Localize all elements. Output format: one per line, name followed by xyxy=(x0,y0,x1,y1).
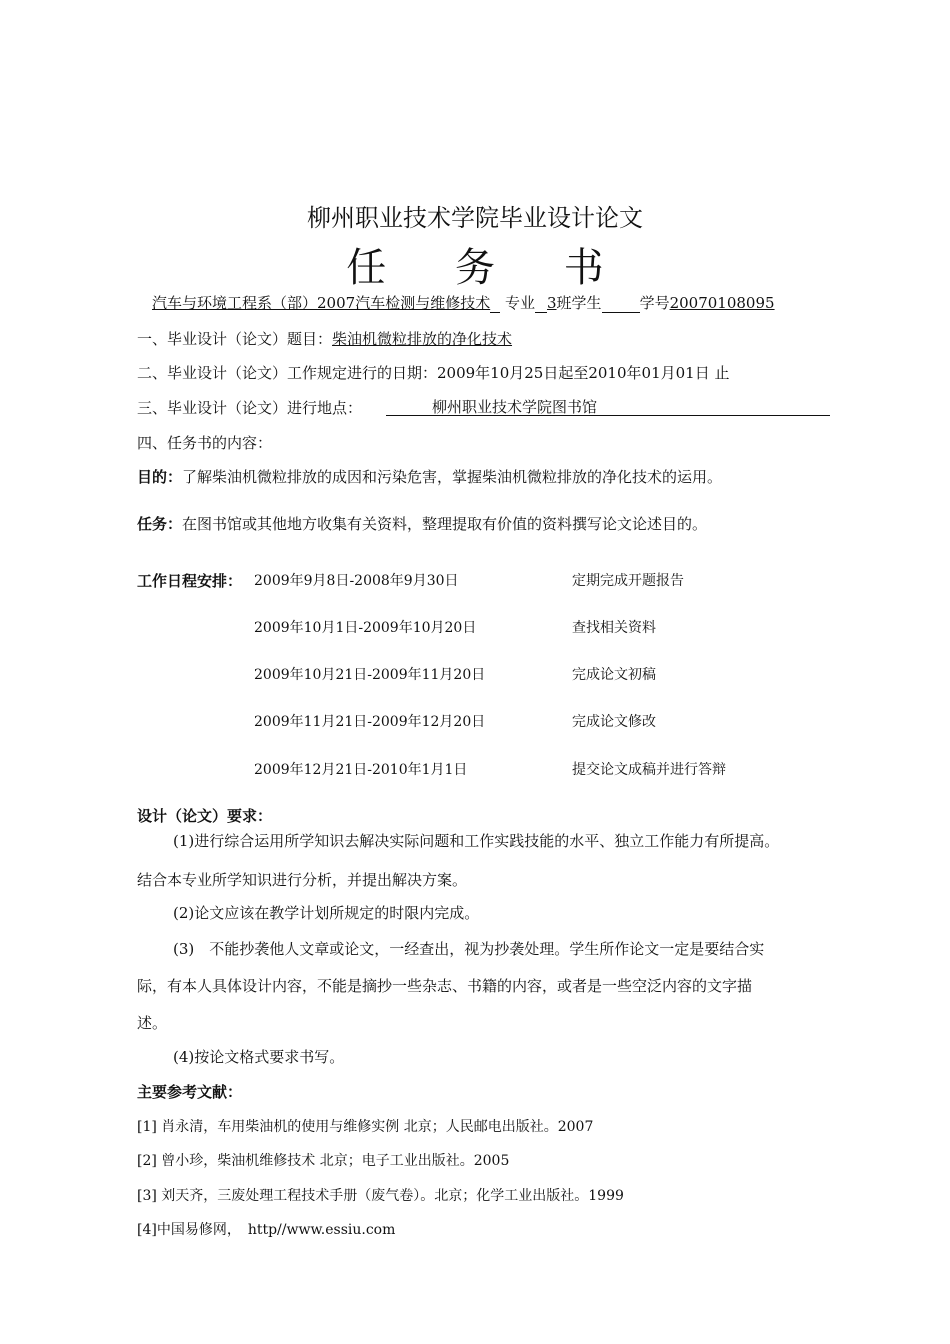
reference-item: [1] 肖永清，车用柴油机的使用与维修实例 北京；人民邮电出版社。2007 xyxy=(137,1119,594,1135)
requirement-item: 述。 xyxy=(137,1014,168,1032)
info-line xyxy=(152,292,775,313)
dates-line: 二、毕业设计（论文）工作规定进行的日期：2009年10月25日起至2010年01月01日 止 xyxy=(137,364,730,382)
major-field: 2007汽车检测与维修技术 xyxy=(317,294,491,312)
schedule-period: 2009年10月21日-2009年11月20日 xyxy=(254,667,486,683)
schedule-period: 2009年12月21日-2010年1月1日 xyxy=(254,762,468,778)
schedule-period: 2009年11月21日-2009年12月20日 xyxy=(254,714,486,730)
student-id-label: 学号 xyxy=(639,294,670,312)
place-value: 柳州职业技术学院图书馆 xyxy=(432,398,598,416)
major-label: 专业 xyxy=(504,294,535,312)
task-line xyxy=(137,513,707,534)
topic-label: 一、毕业设计（论文）题目： xyxy=(137,330,333,348)
blank xyxy=(602,311,640,313)
topic-line xyxy=(137,328,512,349)
requirement-item: (2)论文应该在教学计划所规定的时限内完成。 xyxy=(173,904,480,922)
requirement-item: (3) 不能抄袭他人文章或论文，一经查出，视为抄袭处理。学生所作论文一定是要结合实 xyxy=(173,940,765,958)
reference-item: [4]中国易修网， http//www.essiu.com xyxy=(137,1222,396,1238)
student-id-field: 20070108095 xyxy=(669,294,775,312)
document-subtitle: 任 务 书 xyxy=(346,245,632,291)
topic-value: 柴油机微粒排放的净化技术 xyxy=(332,330,513,348)
schedule-period: 2009年10月1日-2009年10月20日 xyxy=(254,620,477,636)
task-text: 在图书馆或其他地方收集有关资料，整理提取有价值的资料撰写论文论述目的。 xyxy=(182,515,708,533)
place-label: 三、毕业设计（论文）进行地点： xyxy=(137,399,363,417)
schedule-task: 完成论文修改 xyxy=(572,714,656,730)
schedule-task: 提交论文成稿并进行答辩 xyxy=(572,762,726,778)
schedule-label: 工作日程安排： xyxy=(137,572,243,590)
blank xyxy=(535,311,547,313)
class-no-field: 3 xyxy=(547,294,557,312)
place-field xyxy=(386,396,830,416)
blank xyxy=(490,311,500,313)
references-label: 主要参考文献： xyxy=(137,1083,243,1101)
reference-item: [3] 刘天齐，三废处理工程技术手册（废气卷）。北京；化学工业出版社。1999 xyxy=(137,1188,624,1204)
purpose-label: 目的： xyxy=(137,468,183,486)
class-student-label: 班学生 xyxy=(556,294,602,312)
requirement-item: 结合本专业所学知识进行分析，并提出解决方案。 xyxy=(137,871,468,889)
schedule-task: 完成论文初稿 xyxy=(572,667,656,683)
content-label: 四、任务书的内容： xyxy=(137,434,273,452)
dept-field: 汽车与环境工程系（部） xyxy=(152,294,318,312)
requirement-item: (4)按论文格式要求书写。 xyxy=(173,1048,345,1066)
schedule-period: 2009年9月8日-2008年9月30日 xyxy=(254,573,459,589)
requirements-label: 设计（论文）要求： xyxy=(137,807,273,825)
task-label: 任务： xyxy=(137,515,183,533)
requirement-item: 际，有本人具体设计内容，不能是摘抄一些杂志、书籍的内容，或者是一些空泛内容的文字描 xyxy=(137,977,753,995)
reference-item: [2] 曾小珍，柴油机维修技术 北京；电子工业出版社。2005 xyxy=(137,1153,510,1169)
document-title: 柳州职业技术学院毕业设计论文 xyxy=(307,204,643,232)
purpose-line xyxy=(137,466,722,487)
purpose-text: 了解柴油机微粒排放的成因和污染危害，掌握柴油机微粒排放的净化技术的运用。 xyxy=(182,468,723,486)
requirement-item: (1)进行综合运用所学知识去解决实际问题和工作实践技能的水平、独立工作能力有所提高。 xyxy=(173,832,780,850)
schedule-task: 定期完成开题报告 xyxy=(572,573,684,589)
schedule-task: 查找相关资料 xyxy=(572,620,656,636)
